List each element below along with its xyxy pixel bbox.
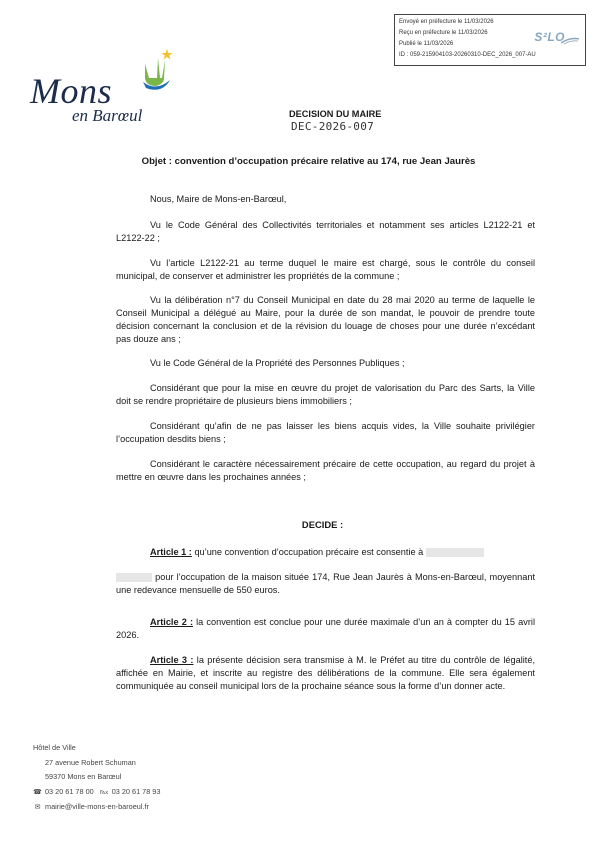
considerant-paragraph-1: Considérant que pour la mise en œuvre du projet de valorisation du Parc des Sarts, la Ville doit se rendre propriétaire de plusieurs biens immobiliers ; <box>116 383 535 406</box>
visa-paragraph-3: Vu la délibération n°7 du Conseil Municipal en date du 28 mai 2020 au terme de laquelle le Conseil Municipal a délégué au Maire, pour la durée de son mandat, le pouvoir de prendre toute décision concernant la conclusion et de la révision du louage de choses pour une durée n’excédant pas douze ans ; <box>116 295 535 344</box>
stamp-received-line: Reçu en préfecture le 11/03/2026 <box>399 30 488 36</box>
footer-fax: 03 20 61 78 93 <box>111 786 161 796</box>
article-1-label: Article 1 : <box>150 547 192 557</box>
footer-email[interactable]: mairie@ville-mons-en-baroeul.fr <box>45 802 149 811</box>
slo-logo: S²LO <box>534 30 565 44</box>
stamp-sent-line: Envoyé en préfecture le 11/03/2026 <box>399 19 494 25</box>
visa-paragraph-4: Vu le Code Général de la Propriété des Personnes Publiques ; <box>150 358 405 368</box>
stamp-id-line: ID : 059-215904103-20260310-DEC_2026_007-AU <box>399 52 536 58</box>
document-subject: Objet : convention d’occupation précaire relative au 174, rue Jean Jaurès <box>141 156 476 167</box>
article-2-label: Article 2 : <box>150 617 193 627</box>
visa-paragraph-1: Vu le Code Général des Collectivités territoriales et notamment ses articles L2122-21 et L2122-22 ; <box>116 220 535 243</box>
footer-line-1: Hôtel de Ville <box>33 743 76 752</box>
city-logo <box>28 46 178 130</box>
article-3-text: la présente décision sera transmise à M. le Préfet au titre du contrôle de légalité, affichée en Mairie, et inscrite au registre des délibérations de la commune. Elle sera également communiquée au conseil municipal lors de la prochaine séance sous la forme d’un donner acte. <box>116 655 536 691</box>
footer-line-3: 59370 Mons en Barœul <box>45 772 122 781</box>
logo-name: Mons <box>30 71 112 111</box>
document-title: DECISION DU MAIRE <box>289 109 382 119</box>
visa-paragraph-2: Vu l’article L2122-21 au terme duquel le maire est chargé, sous le contrôle du conseil municipal, de conserver et administrer les propriétés de la commune ; <box>116 258 535 281</box>
article-3 <box>116 654 535 693</box>
slo-swoosh-icon <box>561 37 579 45</box>
considerant-paragraph-3: Considérant le caractère nécessairement précaire de cette occupation, au regard du projet à mettre en œuvre dans les prochaines années ; <box>116 459 535 482</box>
footer-line-2: 27 avenue Robert Schuman <box>45 757 136 767</box>
decide-heading: DECIDE : <box>301 519 344 530</box>
article-2 <box>116 616 535 642</box>
footer-email-row <box>33 800 160 816</box>
stamp-published-line: Publié le 11/03/2026 <box>399 41 454 47</box>
prefecture-stamp <box>394 14 586 66</box>
footer-phone: 03 20 61 78 00 <box>45 786 94 796</box>
article-3-label: Article 3 : <box>150 655 194 665</box>
article-1-text-b: pour l’occupation de la maison située 174, Rue Jean Jaurès à Mons-en-Barœul, moyennant une redevance mensuelle de 550 euros. <box>116 572 535 595</box>
phone-icon: ☎ <box>33 788 42 796</box>
redacted-name-continued <box>116 573 152 582</box>
article-2-text: la convention est conclue pour une durée maximale d’un an à compter du 15 avril 2026. <box>116 617 535 640</box>
decision-reference: DEC-2026-007 <box>291 120 375 133</box>
footer-phone-row <box>33 785 160 801</box>
article-1-text-a: qu’une convention d’occupation précaire est consentie à <box>194 547 424 557</box>
email-icon: ✉ <box>34 804 41 811</box>
opening-line: Nous, Maire de Mons-en-Barœul, <box>150 194 287 204</box>
logo-emblem-icon <box>138 46 174 96</box>
footer-address <box>33 741 160 816</box>
redacted-name <box>426 548 484 557</box>
article-1-continuation <box>116 571 535 597</box>
fax-icon: ℻ <box>100 788 109 796</box>
article-1 <box>116 546 535 559</box>
considerant-paragraph-2: Considérant qu’afin de ne pas laisser les biens acquis vides, la Ville souhaite privilégier l’occupation desdits biens ; <box>116 421 535 444</box>
logo-suffix: en Barœul <box>72 106 143 125</box>
